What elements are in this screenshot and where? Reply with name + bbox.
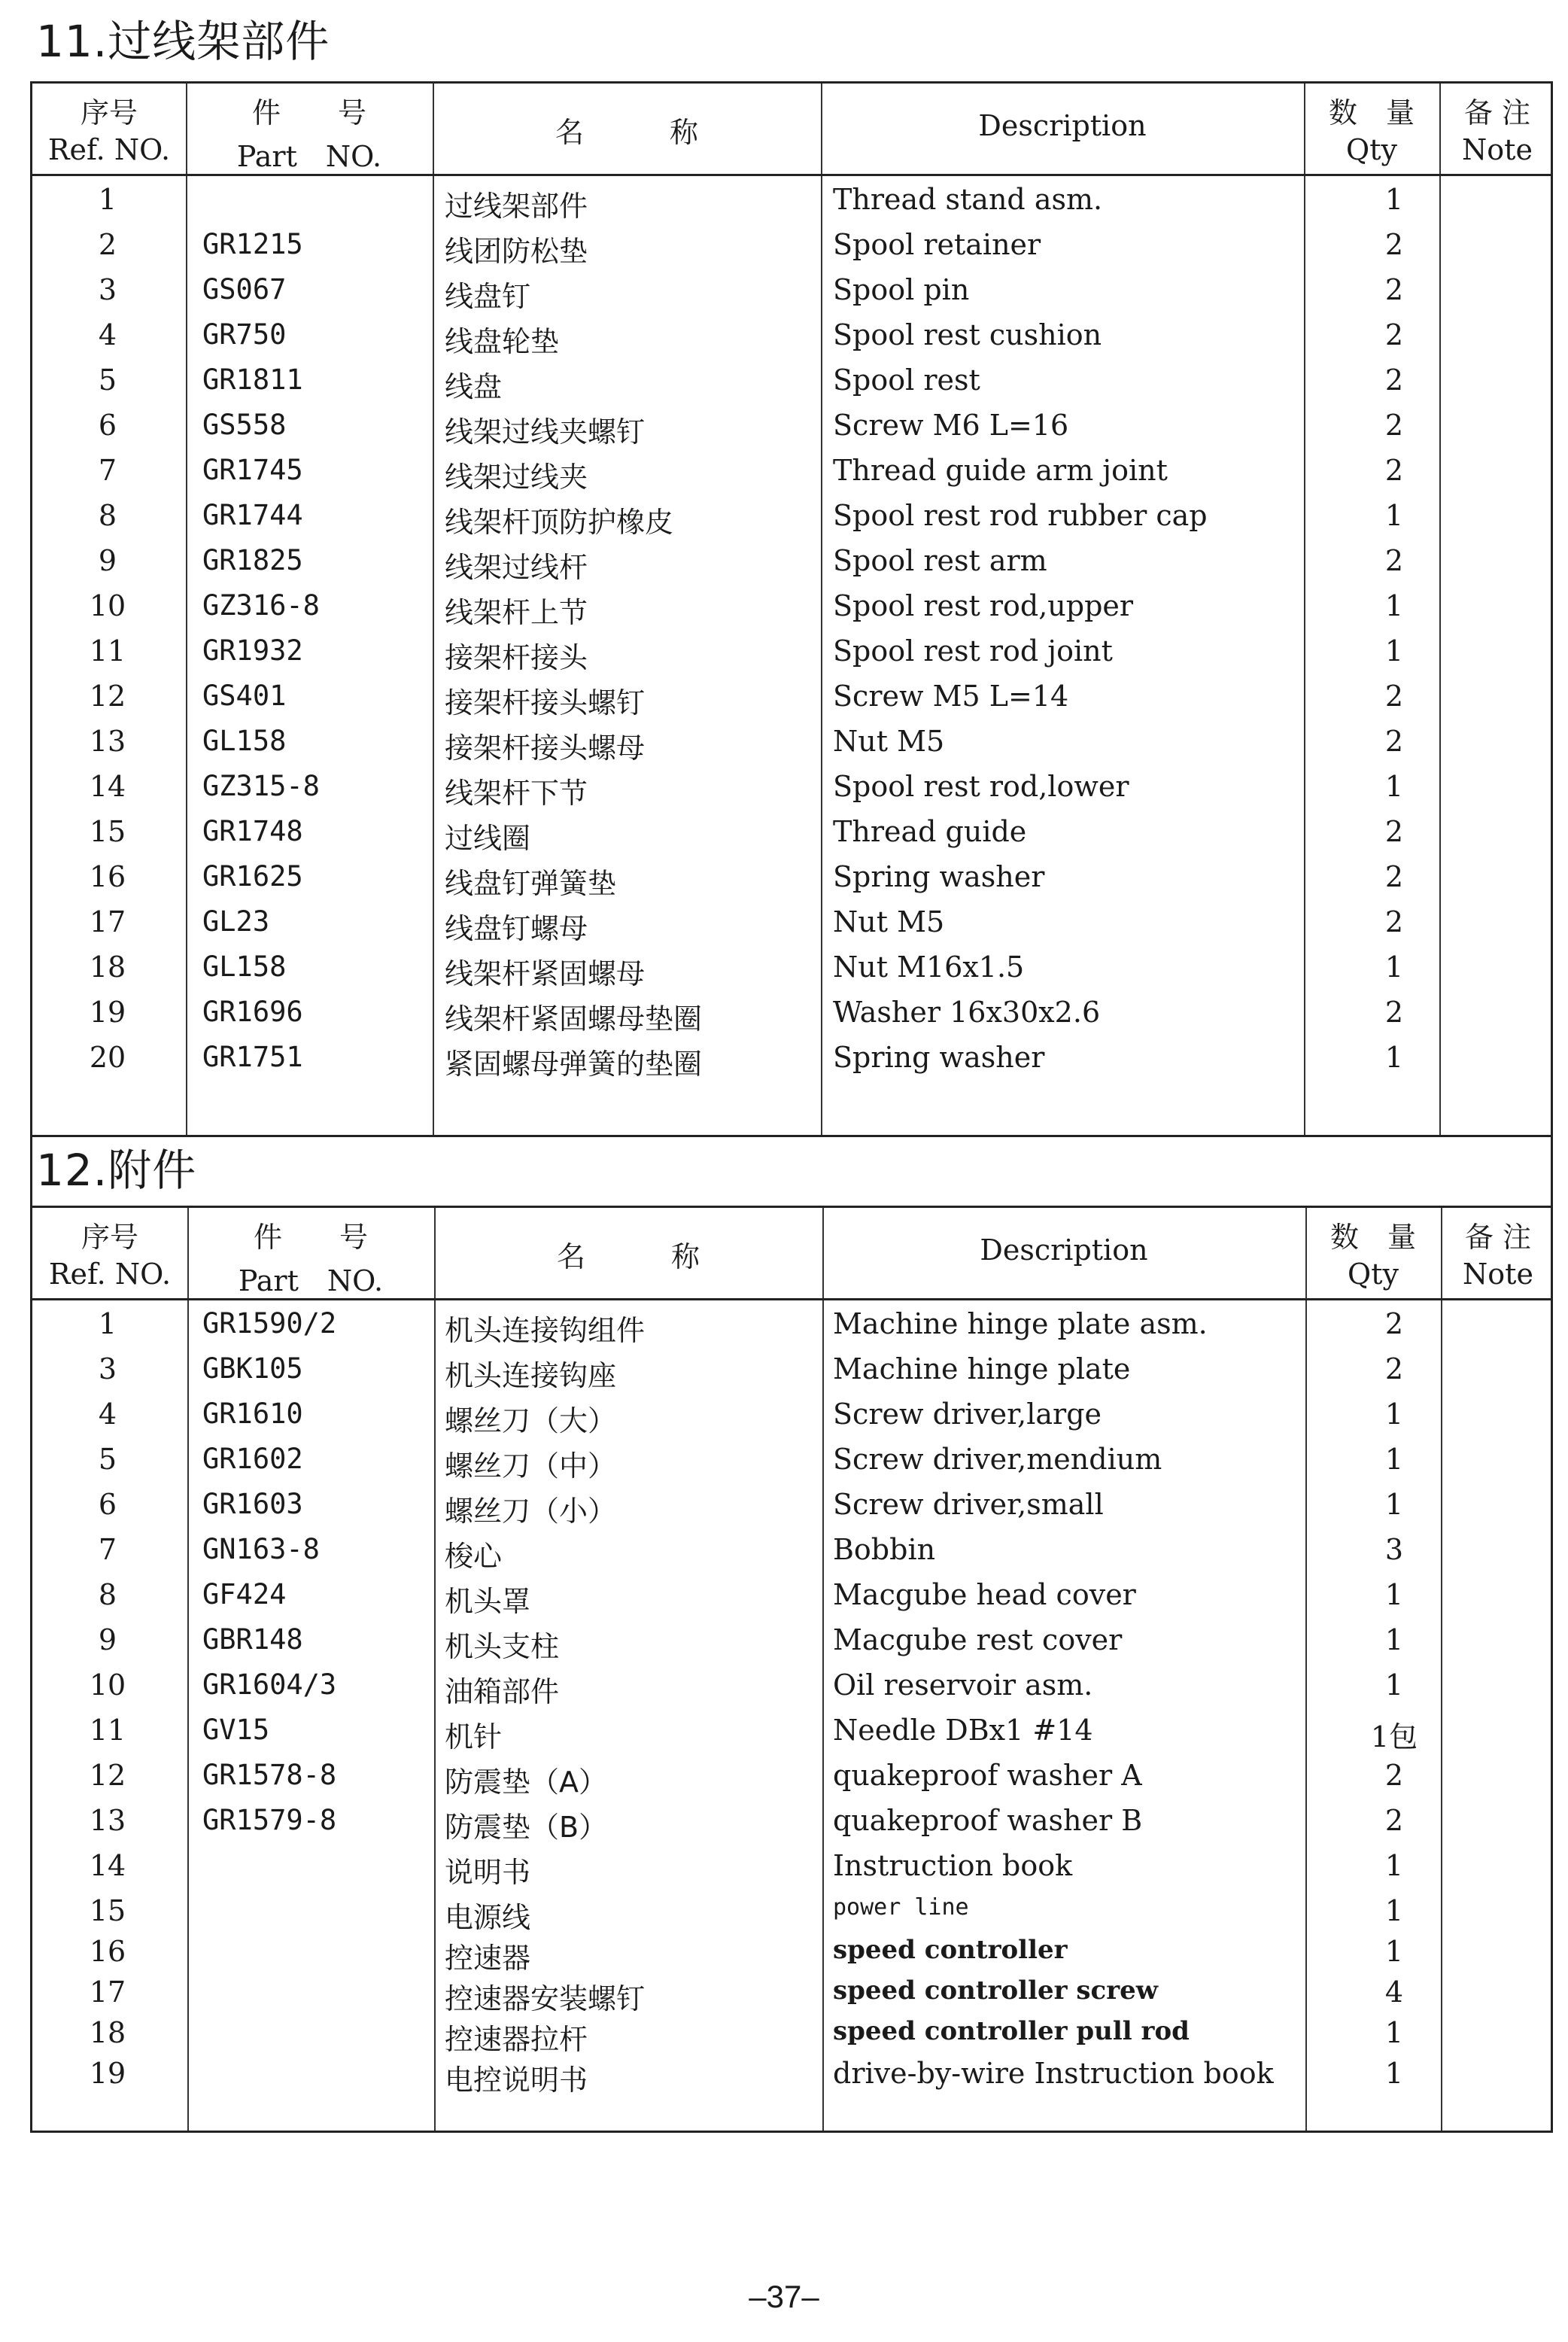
part-description: Machine hinge plate asm. xyxy=(833,1307,1208,1340)
part-name-cn: 线盘钉弹簧垫 xyxy=(445,867,617,900)
ref-number: 16 xyxy=(89,1935,126,1968)
ref-number: 4 xyxy=(98,318,117,351)
part-description: Macgube rest cover xyxy=(833,1623,1123,1656)
quantity: 2 xyxy=(1384,1804,1404,1837)
quantity: 1 xyxy=(1384,1623,1404,1656)
ref-number: 17 xyxy=(89,905,126,938)
part-name-cn: 控速器拉杆 xyxy=(445,2023,588,2056)
table-row xyxy=(32,1035,1551,1080)
part-description: Oil reservoir asm. xyxy=(833,1668,1093,1702)
part-description: Machine hinge plate xyxy=(833,1352,1131,1385)
ref-number: 13 xyxy=(89,725,126,758)
part-name-cn: 机头连接钩组件 xyxy=(445,1314,646,1347)
table-row xyxy=(32,1346,1551,1392)
part-name-cn: 线架杆顶防护橡皮 xyxy=(445,506,674,539)
part-number: GBR148 xyxy=(202,1623,303,1656)
part-description: speed controller xyxy=(833,1935,1068,1965)
part-name-cn: 线盘 xyxy=(445,370,503,403)
ref-number: 2 xyxy=(98,228,117,261)
part-number: GZ315-8 xyxy=(202,770,320,802)
ref-number: 19 xyxy=(89,996,126,1029)
ref-number: 18 xyxy=(89,2016,126,2049)
page-number: –37– xyxy=(749,2279,819,2314)
header-qty: 数 量 Qty xyxy=(1328,96,1415,166)
part-description: quakeproof washer B xyxy=(833,1804,1143,1837)
part-description: Spool rest rod,upper xyxy=(833,589,1134,622)
section-12-title-frame xyxy=(30,1135,1553,1206)
table-body xyxy=(32,177,1551,1080)
part-number: GBK105 xyxy=(202,1352,303,1385)
ref-number: 7 xyxy=(98,454,117,487)
table-row xyxy=(32,222,1551,267)
part-description: speed controller pull rod xyxy=(833,2016,1190,2046)
part-name-cn: 接架杆接头螺母 xyxy=(445,731,646,765)
quantity: 2 xyxy=(1384,363,1404,397)
part-description: Screw driver,large xyxy=(833,1398,1102,1431)
ref-number: 20 xyxy=(89,1041,126,1074)
part-name-cn: 线架杆紧固螺母 xyxy=(445,957,646,990)
part-name-cn: 线盘轮垫 xyxy=(445,325,560,358)
table-row xyxy=(32,583,1551,628)
quantity: 1 xyxy=(1384,2057,1404,2090)
table-row xyxy=(32,899,1551,944)
ref-number: 15 xyxy=(89,815,126,848)
part-description: Needle DBx1 #14 xyxy=(833,1714,1093,1747)
table-row xyxy=(32,1888,1551,1934)
part-name-cn: 机头罩 xyxy=(445,1585,531,1618)
ref-number: 12 xyxy=(89,680,126,713)
ref-number: 8 xyxy=(98,499,117,532)
ref-number: 14 xyxy=(89,1849,126,1882)
part-number: GN163-8 xyxy=(202,1533,320,1565)
part-description: Spool rest rod,lower xyxy=(833,770,1129,803)
header-part: 件 号 Part NO. xyxy=(236,96,382,173)
table-row xyxy=(32,538,1551,583)
part-name-cn: 线架杆紧固螺母垫圈 xyxy=(445,1002,703,1036)
table-row xyxy=(32,990,1551,1035)
table-row xyxy=(32,1929,1551,1975)
table-row xyxy=(32,628,1551,674)
quantity: 1 xyxy=(1384,770,1404,803)
table-row xyxy=(32,1617,1551,1662)
part-name-cn: 控速器 xyxy=(445,1942,531,1975)
part-name-cn: 防震垫（A） xyxy=(445,1766,607,1799)
table-row xyxy=(32,809,1551,854)
quantity: 1 xyxy=(1384,183,1404,216)
header-note: 备 注 Note xyxy=(1463,1221,1533,1291)
part-number: GR1590/2 xyxy=(202,1307,337,1340)
table-header xyxy=(32,1208,1551,1300)
table-row xyxy=(32,403,1551,448)
table-body xyxy=(32,1301,1551,2097)
part-number: GR1745 xyxy=(202,454,303,486)
part-name-cn: 线架过线夹螺钉 xyxy=(445,415,646,449)
quantity: 2 xyxy=(1384,1759,1404,1792)
part-name-cn: 防震垫（B） xyxy=(445,1811,608,1844)
part-description: Screw M6 L=16 xyxy=(833,409,1069,442)
part-number: GR1825 xyxy=(202,544,303,576)
quantity: 2 xyxy=(1384,905,1404,938)
quantity: 2 xyxy=(1384,228,1404,261)
part-name-cn: 螺丝刀（中） xyxy=(445,1449,617,1483)
ref-number: 16 xyxy=(89,860,126,893)
quantity: 2 xyxy=(1384,996,1404,1029)
quantity: 2 xyxy=(1384,680,1404,713)
table-row xyxy=(32,1392,1551,1437)
ref-number: 9 xyxy=(98,1623,117,1656)
table-row xyxy=(32,1572,1551,1617)
header-qty: 数 量 Qty xyxy=(1329,1221,1416,1291)
quantity: 4 xyxy=(1384,1975,1404,2009)
part-number: GL158 xyxy=(202,950,287,983)
part-number: GL158 xyxy=(202,725,287,757)
part-name-cn: 梭心 xyxy=(445,1540,503,1573)
quantity: 2 xyxy=(1384,454,1404,487)
ref-number: 17 xyxy=(89,1975,126,2009)
part-description: Macgube head cover xyxy=(833,1578,1136,1611)
part-number: GR1578-8 xyxy=(202,1759,337,1791)
part-name-cn: 油箱部件 xyxy=(445,1675,560,1708)
part-name-cn: 控速器安装螺钉 xyxy=(445,1982,646,2015)
quantity: 1 xyxy=(1384,1894,1404,1927)
ref-number: 11 xyxy=(89,634,126,668)
ref-number: 11 xyxy=(89,1714,126,1747)
header-description: Description xyxy=(978,109,1147,142)
section-12-title: 12.附件 xyxy=(36,1145,197,1196)
part-description: Spool rest xyxy=(833,363,980,397)
quantity: 1 xyxy=(1384,1578,1404,1611)
part-description: Thread guide xyxy=(833,815,1027,848)
header-part: 件 号 Part NO. xyxy=(238,1221,384,1297)
quantity: 1 xyxy=(1384,1849,1404,1882)
part-number: GR1932 xyxy=(202,634,303,667)
quantity: 1 xyxy=(1384,950,1404,984)
part-description: drive-by-wire Instruction book xyxy=(833,2057,1274,2090)
part-description: Spool pin xyxy=(833,273,970,306)
table-row xyxy=(32,2010,1551,2056)
ref-number: 7 xyxy=(98,1533,117,1566)
ref-number: 19 xyxy=(89,2057,126,2090)
part-description: speed controller screw xyxy=(833,1975,1159,2006)
part-number: GR1215 xyxy=(202,228,303,260)
part-number: GS401 xyxy=(202,680,287,712)
part-description: Washer 16x30x2.6 xyxy=(833,996,1101,1029)
ref-number: 15 xyxy=(89,1894,126,1927)
ref-number: 8 xyxy=(98,1578,117,1611)
table-row xyxy=(32,2051,1551,2097)
header-note: 备 注 Note xyxy=(1462,96,1533,166)
quantity: 2 xyxy=(1384,273,1404,306)
part-number: GR1602 xyxy=(202,1443,303,1475)
table-row xyxy=(32,357,1551,403)
part-name-cn: 线架杆下节 xyxy=(445,777,588,810)
table-row xyxy=(32,764,1551,809)
table-row xyxy=(32,267,1551,312)
quantity: 1 xyxy=(1384,1443,1404,1476)
part-number: GR1625 xyxy=(202,860,303,893)
quantity: 1 xyxy=(1384,1398,1404,1431)
quantity: 1 xyxy=(1384,1935,1404,1968)
quantity: 2 xyxy=(1384,544,1404,577)
table-header xyxy=(32,84,1551,176)
table-row xyxy=(32,1662,1551,1708)
quantity: 3 xyxy=(1384,1533,1404,1566)
table-row xyxy=(32,1437,1551,1482)
table-row xyxy=(32,1843,1551,1888)
ref-number: 3 xyxy=(98,1352,117,1385)
part-name-cn: 过线圈 xyxy=(445,822,531,855)
ref-number: 1 xyxy=(98,1307,117,1340)
part-number: GR1604/3 xyxy=(202,1668,337,1701)
part-name-cn: 过线架部件 xyxy=(445,190,588,223)
part-name-cn: 机针 xyxy=(445,1720,503,1753)
quantity: 2 xyxy=(1384,1307,1404,1340)
ref-number: 10 xyxy=(89,1668,126,1702)
part-name-cn: 接架杆接头 xyxy=(445,641,588,674)
table-row xyxy=(32,1301,1551,1346)
part-name-cn: 线团防松垫 xyxy=(445,235,588,268)
quantity: 2 xyxy=(1384,860,1404,893)
part-number: GF424 xyxy=(202,1578,287,1611)
table-row xyxy=(32,1969,1551,2015)
quantity: 1 xyxy=(1384,1041,1404,1074)
ref-number: 12 xyxy=(89,1759,126,1792)
ref-number: 10 xyxy=(89,589,126,622)
part-number: GZ316-8 xyxy=(202,589,320,622)
part-name-cn: 线架过线夹 xyxy=(445,461,588,494)
table-row xyxy=(32,448,1551,493)
header-name: 名 称 xyxy=(555,116,698,149)
part-description: Spool rest cushion xyxy=(833,318,1102,351)
part-description: Screw driver,small xyxy=(833,1488,1104,1521)
quantity: 1 xyxy=(1384,1488,1404,1521)
quantity: 1 xyxy=(1384,1668,1404,1702)
part-description: Spool rest arm xyxy=(833,544,1047,577)
ref-number: 4 xyxy=(98,1398,117,1431)
part-number: GR1579-8 xyxy=(202,1804,337,1836)
quantity: 2 xyxy=(1384,1352,1404,1385)
table-row xyxy=(32,312,1551,357)
part-name-cn: 紧固螺母弹簧的垫圈 xyxy=(445,1048,703,1081)
part-number: GR1748 xyxy=(202,815,303,847)
parts-table-thread-stand xyxy=(30,81,1553,1135)
table-row xyxy=(32,1753,1551,1798)
ref-number: 6 xyxy=(98,1488,117,1521)
part-name-cn: 接架杆接头螺钉 xyxy=(445,686,646,719)
part-description: Instruction book xyxy=(833,1849,1073,1882)
part-number: GR1811 xyxy=(202,363,303,396)
header-ref: 序号 Ref. NO. xyxy=(47,96,171,166)
part-name-cn: 说明书 xyxy=(445,1856,531,1889)
ref-number: 9 xyxy=(98,544,117,577)
quantity: 2 xyxy=(1384,318,1404,351)
table-row xyxy=(32,854,1551,899)
part-number: GS558 xyxy=(202,409,287,441)
table-row xyxy=(32,1708,1551,1753)
part-name-cn: 机头支柱 xyxy=(445,1630,560,1663)
part-number: GR1744 xyxy=(202,499,303,531)
ref-number: 3 xyxy=(98,273,117,306)
ref-number: 18 xyxy=(89,950,126,984)
part-description: power line xyxy=(833,1894,969,1921)
table-row xyxy=(32,1527,1551,1572)
header-name: 名 称 xyxy=(556,1240,700,1273)
part-description: Spring washer xyxy=(833,860,1045,893)
part-name-cn: 电控说明书 xyxy=(445,2064,588,2097)
part-name-cn: 线盘钉 xyxy=(445,280,531,313)
header-description: Description xyxy=(980,1233,1148,1267)
part-number: GR1603 xyxy=(202,1488,303,1520)
table-row xyxy=(32,719,1551,764)
part-description: Nut M5 xyxy=(833,725,945,758)
table-row xyxy=(32,1482,1551,1527)
quantity: 2 xyxy=(1384,409,1404,442)
part-name-cn: 线盘钉螺母 xyxy=(445,912,588,945)
part-number: GR1751 xyxy=(202,1041,303,1073)
part-number: GR1610 xyxy=(202,1398,303,1430)
part-description: Spool rest rod rubber cap xyxy=(833,499,1208,532)
part-description: Spring washer xyxy=(833,1041,1045,1074)
part-description: Nut M16x1.5 xyxy=(833,950,1025,984)
quantity: 1 xyxy=(1384,2016,1404,2049)
part-name-cn: 线架杆上节 xyxy=(445,596,588,629)
ref-number: 5 xyxy=(98,363,117,397)
quantity: 1 xyxy=(1384,634,1404,668)
quantity: 2 xyxy=(1384,815,1404,848)
ref-number: 6 xyxy=(98,409,117,442)
part-name-cn: 机头连接钩座 xyxy=(445,1359,617,1392)
part-number: GV15 xyxy=(202,1714,270,1746)
ref-number: 14 xyxy=(89,770,126,803)
part-description: Bobbin xyxy=(833,1533,936,1566)
part-name-cn: 螺丝刀（大） xyxy=(445,1404,617,1437)
table-row xyxy=(32,177,1551,222)
part-name-cn: 螺丝刀（小） xyxy=(445,1495,617,1528)
part-number: GR750 xyxy=(202,318,287,351)
section-11-title: 11.过线架部件 xyxy=(36,16,330,67)
part-name-cn: 电源线 xyxy=(445,1901,531,1934)
parts-table-accessories xyxy=(30,1206,1553,2133)
table-row xyxy=(32,674,1551,719)
part-number: GR1696 xyxy=(202,996,303,1028)
part-description: quakeproof washer A xyxy=(833,1759,1142,1792)
ref-number: 13 xyxy=(89,1804,126,1837)
part-number: GL23 xyxy=(202,905,270,938)
part-description: Screw M5 L=14 xyxy=(833,680,1069,713)
header-ref: 序号 Ref. NO. xyxy=(48,1221,172,1291)
part-name-cn: 线架过线杆 xyxy=(445,551,588,584)
part-description: Spool retainer xyxy=(833,228,1041,261)
quantity: 1 xyxy=(1384,589,1404,622)
part-description: Screw driver,mendium xyxy=(833,1443,1162,1476)
part-description: Nut M5 xyxy=(833,905,945,938)
quantity: 1 xyxy=(1384,499,1404,532)
quantity: 1包 xyxy=(1370,1720,1418,1753)
quantity: 2 xyxy=(1384,725,1404,758)
table-row xyxy=(32,944,1551,990)
ref-number: 1 xyxy=(98,183,117,216)
ref-number: 5 xyxy=(98,1443,117,1476)
part-description: Thread stand asm. xyxy=(833,183,1103,216)
table-row xyxy=(32,1798,1551,1843)
part-number: GS067 xyxy=(202,273,287,306)
part-description: Spool rest rod joint xyxy=(833,634,1113,668)
table-row xyxy=(32,493,1551,538)
part-description: Thread guide arm joint xyxy=(833,454,1168,487)
